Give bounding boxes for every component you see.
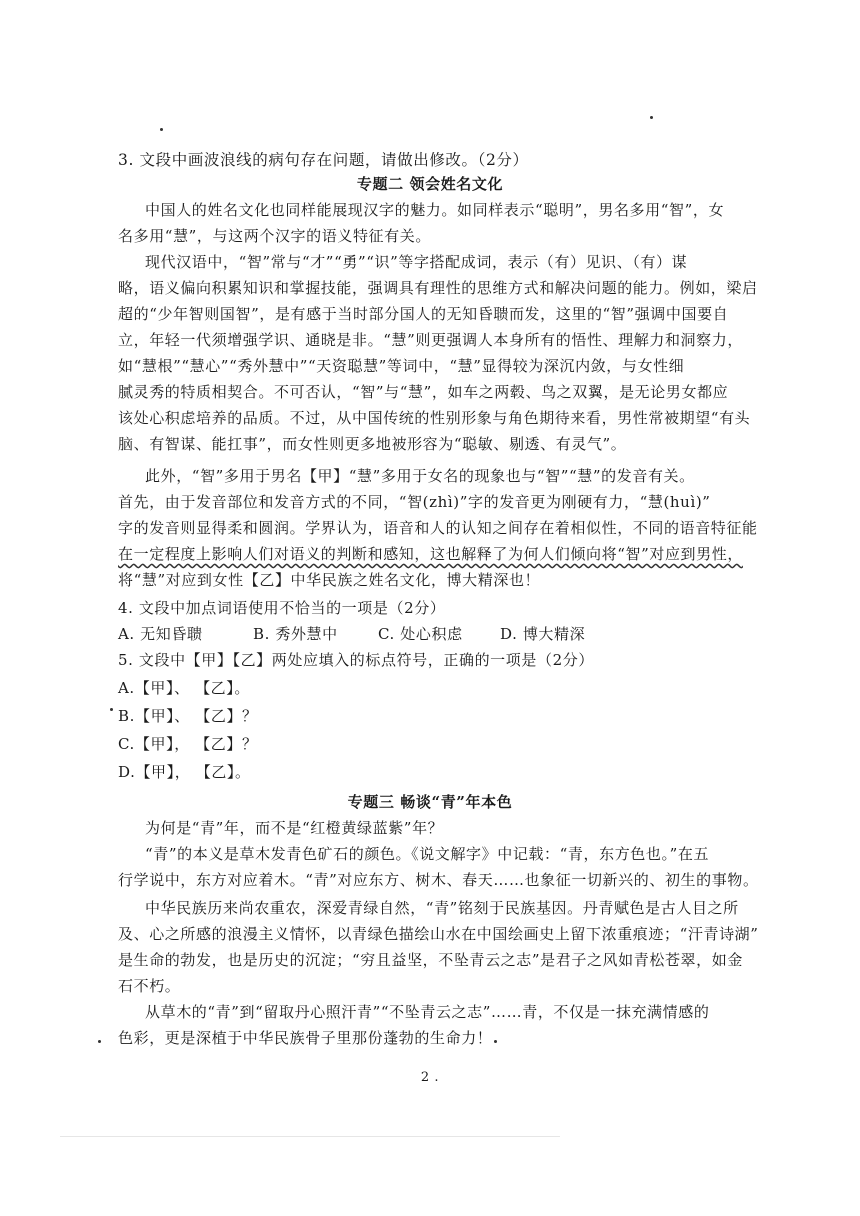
text-line: 名多用“慧”，与这两个汉字的语义特征有关。: [118, 227, 431, 245]
option-b: B. 秀外慧中: [253, 625, 338, 643]
text-line: 中华民族历来尚农重农，深爱青绿自然，“青”铭刻于民族基因。丹青赋色是古人目之所: [145, 899, 739, 917]
text-line: 该处心积虑培养的品质。不过，从中国传统的性别形象与角色期待来看，男性常被期望“有头: [118, 409, 751, 427]
text-line: 中国人的姓名文化也同样能展现汉字的魅力。如同样表示“聪明”，男名多用“智”，女: [145, 201, 725, 219]
text-line: 从草木的“青”到“留取丹心照汗青”“不坠青云之志”……青，不仅是一抹充满情感的: [145, 1003, 710, 1021]
wavy-underlined-sentence: 在一定程度上影响人们对语义的判断和感知，这也解释了为何人们倾向将“智”对应到男性，: [118, 545, 743, 563]
option-a: A. 无知昏聩: [118, 625, 203, 643]
text-line: 立，年轻一代须增强学识、通晓是非。“慧”则更强调人本身所有的悟性、理解力和洞察力，: [118, 331, 743, 349]
text-line: 首先，由于发音部位和发音方式的不同，“智(zhì)”字的发音更为刚硬有力，“慧(huì)”: [118, 493, 711, 511]
text-line: “青”的本义是草木发青色矿石的颜色。《说文解字》中记载：“青，东方色也。”在五: [145, 845, 710, 863]
text-line: 现代汉语中，“智”常与“才”“勇”“识”等字搭配成词，表示（有）见识、（有）谋: [145, 253, 688, 271]
text-line: 如“慧根”“慧心”“秀外慧中”“天资聪慧”等词中，“慧”显得较为深沉内敛，与女性细: [118, 357, 685, 375]
option-b: B.【甲】、 【乙】？: [118, 707, 258, 725]
question-3: 3. 文段中画波浪线的病句存在问题，请做出修改。（2分）: [118, 151, 529, 169]
question-4: 4. 文段中加点词语使用不恰当的一项是（2分）: [118, 599, 446, 617]
text-line: 行学说中，东方对应着木。“青”对应东方、树木、春天……也象征一切新兴的、初生的事物。: [118, 871, 759, 889]
option-d: D.【甲】， 【乙】。: [118, 763, 251, 781]
scan-speck: [650, 116, 653, 119]
text-line: 此外，“智”多用于男名【甲】“慧”多用于女名的现象也与“智”“慧”的发音有关。: [145, 467, 695, 485]
scan-speck: [494, 1040, 497, 1043]
scan-artifact-line: [60, 1136, 560, 1137]
text-line: 石不朽。: [118, 977, 181, 995]
text-line: 腻灵秀的特质相契合。不可否认，“智”与“慧”，如车之两毂、鸟之双翼，是无论男女都应: [118, 383, 729, 401]
topic-3-title: 专题三 畅谈“青”年本色: [347, 793, 513, 811]
topic-2-title: 专题二 领会姓名文化: [356, 175, 504, 193]
topic-3-question: 为何是“青”年，而不是“红橙黄绿蓝紫”年？: [145, 819, 444, 837]
text-line: 脑、有智谋、能扛事”，而女性则更多地被形容为“聪敏、剔透、有灵气”。: [118, 435, 627, 453]
scan-speck: [160, 128, 163, 131]
text-line: 及、心之所感的浪漫主义情怀，以青绿色描绘山水在中国绘画史上留下浓重痕迹；“汗青诗湖”: [118, 925, 759, 943]
text-line: 将“慧”对应到女性【乙】中华民族之姓名文化，博大精深也！: [118, 571, 541, 589]
scan-speck: [98, 1040, 101, 1043]
option-a: A.【甲】、 【乙】。: [118, 679, 250, 697]
text-line: 略，语义偏向积累知识和掌握技能，强调具有理性的思维方式和解决问题的能力。例如，梁启: [118, 279, 758, 297]
option-d: D. 博大精深: [500, 625, 586, 643]
page-number: 2 .: [420, 1070, 440, 1085]
option-c: C.【甲】， 【乙】？: [118, 735, 258, 753]
option-c: C. 处心积虑: [378, 625, 463, 643]
text-line: 色彩，更是深植于中华民族骨子里那份蓬勃的生命力！: [118, 1029, 493, 1047]
question-5: 5. 文段中【甲】【乙】两处应填入的标点符号，正确的一项是（2分）: [118, 651, 594, 669]
scan-speck: [110, 708, 113, 711]
text-line: 超的“少年智则国智”，是有感于当时部分国人的无知昏聩而发，这里的“智”强调中国要自: [118, 305, 729, 323]
text-line: 字的发音则显得柔和圆润。学界认为，语音和人的认知之间存在着相似性，不同的语音特征能: [118, 519, 758, 537]
text-line: 是生命的勃发，也是历史的沉淀；“穷且益坚，不坠青云之志”是君子之风如青松苍翠，如金: [118, 951, 743, 969]
